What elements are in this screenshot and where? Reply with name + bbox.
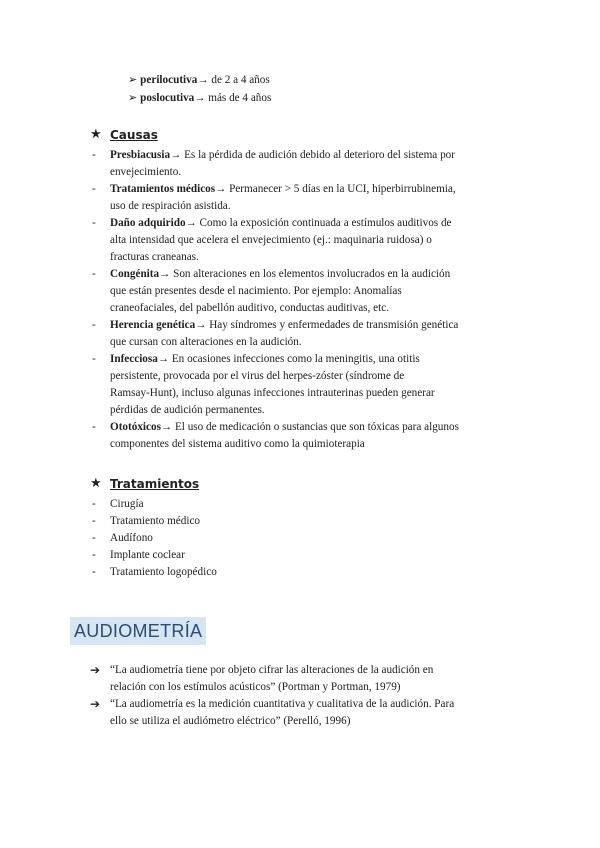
item-text: Hay síndromes y enfermedades de transmisión genética <box>206 319 459 331</box>
arrow-icon: → <box>159 268 171 280</box>
dash-bullet: - <box>92 183 96 195</box>
item-text-continued: persistente, provocada por el virus del herpes-zóster (síndrome de <box>110 370 405 382</box>
term: Congénita <box>110 268 160 280</box>
item-text: El uso de medicación o sustancias que son tóxicas para algunos <box>172 421 459 433</box>
list-item: Tratamiento médico <box>110 515 201 527</box>
sub-list-item <box>128 72 270 88</box>
section-heading-audiometria: AUDIOMETRÍA <box>70 617 206 645</box>
term: Daño adquirido <box>110 217 186 229</box>
quote-text-continued: ello se utiliza el audiómetro eléctrico” (Perelló, 1996) <box>110 715 351 727</box>
star-icon: ★ <box>90 127 102 142</box>
star-icon: ★ <box>90 476 102 491</box>
item-text-continued: Ramsay-Hunt), incluso algunas infecciones intrauterinas pueden generar <box>110 387 435 399</box>
list-item <box>110 266 450 282</box>
arrow-icon: → <box>194 92 206 104</box>
dash-bullet: - <box>92 421 96 433</box>
dash-bullet: - <box>92 319 96 331</box>
quote-text-continued: relación con los estímulos acústicos” (Portman y Portman, 1979) <box>110 681 401 693</box>
item-text: Permanecer > 5 días en la UCI, hiperbirrubinemia, <box>226 183 456 195</box>
arrow-icon: → <box>197 74 209 86</box>
sub-list-item <box>128 90 271 106</box>
term: poslocutiva <box>140 92 195 104</box>
arrow-icon: → <box>215 183 227 195</box>
dash-bullet: - <box>92 532 96 544</box>
arrow-bullet-icon: ➔ <box>90 663 101 677</box>
list-item <box>110 215 452 231</box>
item-text-continued: envejecimiento. <box>110 166 182 178</box>
item-text-continued: fracturas craneanas. <box>110 251 199 263</box>
arrow-icon: → <box>185 217 197 229</box>
list-item: Implante coclear <box>110 549 185 561</box>
list-item: Tratamiento logopédico <box>110 566 217 578</box>
list-item <box>110 317 458 333</box>
section-heading-tratamientos: Tratamientos <box>110 477 200 491</box>
dash-bullet: - <box>92 515 96 527</box>
arrow-icon: → <box>170 149 182 161</box>
item-text: Como la exposición continuada a estímulos auditivos de <box>196 217 452 229</box>
item-text: Es la pérdida de audición debido al deterioro del sistema por <box>181 149 455 161</box>
dash-bullet: - <box>92 217 96 229</box>
item-text: En ocasiones infecciones como la meningitis, una otitis <box>169 353 420 365</box>
dash-bullet: - <box>92 549 96 561</box>
item-text-continued: que cursan con alteraciones en la audición. <box>110 336 302 348</box>
item-text-continued: que están presentes desde el nacimiento. Por ejemplo: Anomalías <box>110 285 402 297</box>
dash-bullet: - <box>92 566 96 578</box>
item-text: Son alteraciones en los elementos involucrados en la audición <box>170 268 451 280</box>
dash-bullet: - <box>92 149 96 161</box>
dash-bullet: - <box>92 498 96 510</box>
list-item: Audífono <box>110 532 153 544</box>
term: perilocutiva <box>140 74 198 86</box>
item-text-continued: componentes del sistema auditivo como la quimioterapia <box>110 438 365 450</box>
list-item <box>110 147 455 163</box>
arrowhead-bullet-icon: ➢ <box>128 74 138 86</box>
dash-bullet: - <box>92 268 96 280</box>
term: Herencia genética <box>110 319 196 331</box>
description: más de 4 años <box>205 92 272 104</box>
list-item: Cirugía <box>110 498 144 510</box>
item-text-continued: pérdidas de audición permanentes. <box>110 404 265 416</box>
item-text-continued: craneofaciales, del pabellón auditivo, conductas auditivas, etc. <box>110 302 389 314</box>
quote-text: “La audiometría tiene por objeto cifrar las alteraciones de la audición en <box>110 664 434 676</box>
description: de 2 a 4 años <box>208 74 270 86</box>
arrow-icon: → <box>157 353 170 365</box>
section-heading-causas: Causas <box>110 128 158 142</box>
arrow-bullet-icon: ➔ <box>90 697 101 711</box>
dash-bullet: - <box>92 353 96 365</box>
list-item <box>110 351 420 367</box>
arrowhead-bullet-icon: ➢ <box>128 92 138 104</box>
arrow-icon: → <box>195 319 207 331</box>
term: Tratamientos médicos <box>110 183 216 195</box>
item-text-continued: uso de respiración asistida. <box>110 200 231 212</box>
item-text-continued: alta intensidad que acelera el envejecimiento (ej.: maquinaria ruidosa) o <box>110 234 432 246</box>
term: Ototóxicos <box>110 421 161 433</box>
arrow-icon: → <box>160 421 173 433</box>
list-item <box>110 419 459 435</box>
term: Presbiacusia <box>110 149 171 161</box>
list-item <box>110 181 456 197</box>
quote-text: “La audiometría es la medición cuantitativa y cualitativa de la audición. Para <box>110 698 455 710</box>
term: Infecciosa <box>110 353 158 365</box>
